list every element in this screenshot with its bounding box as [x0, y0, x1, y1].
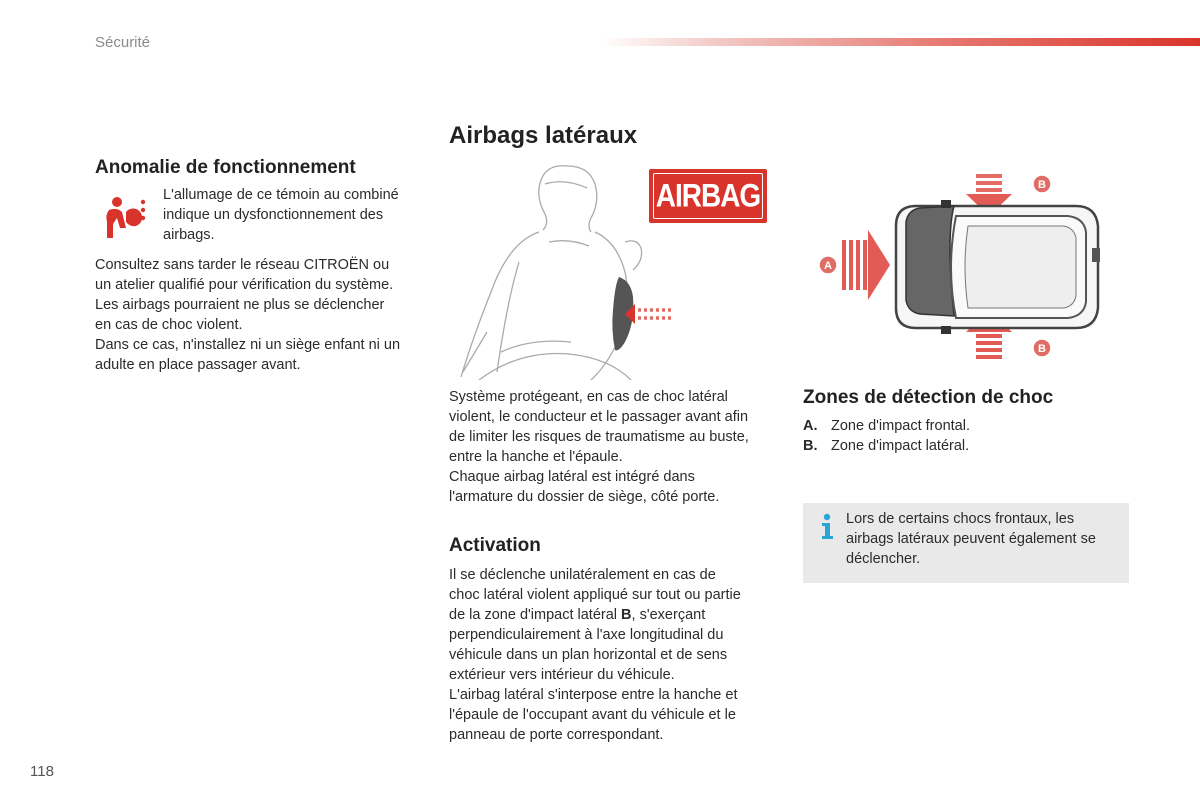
- anomalie-title: Anomalie de fonctionnement: [95, 157, 356, 178]
- airbags-intro-line: entre la hanche et l'épaule.: [449, 449, 623, 465]
- airbags-intro-line: Système protégeant, en cas de choc latéral: [449, 389, 728, 405]
- airbags-intro-line: de limiter les risques de traumatisme au buste,: [449, 429, 749, 445]
- activation-line: extérieur vers intérieur du véhicule.: [449, 667, 675, 683]
- section-label: Sécurité: [95, 34, 151, 51]
- airbags-intro-line: l'armature du dossier de siège, côté porte.: [449, 489, 720, 505]
- activation-zone-letter: B: [621, 607, 632, 623]
- anomalie-indicator-text: L'allumage de ce témoin au combiné indique un dysfonctionnement des airbags.: [163, 187, 399, 243]
- activation-line: Il se déclenche unilatéralement en cas de: [449, 567, 716, 583]
- list-item-letter: A.: [803, 418, 818, 434]
- airbags-title: Airbags latéraux: [449, 122, 638, 149]
- anomalie-line: Les airbags pourraient ne plus se déclencher: [95, 297, 385, 313]
- anomalie-line: Dans ce cas, n'installez ni un siège enfant ni un: [95, 337, 401, 353]
- diagram-label-b-bottom: B: [1038, 343, 1046, 355]
- info-note-text: Lors de certains chocs frontaux, les airbags latéraux peuvent également se déclencher.: [846, 511, 1096, 567]
- anomalie-line: adulte en place passager avant.: [95, 357, 301, 373]
- zones-list: [803, 416, 1123, 456]
- activation-line: véhicule dans un plan horizontal et de sens: [449, 647, 728, 663]
- info-note: [803, 503, 1129, 583]
- info-icon: [817, 511, 837, 541]
- activation-line: l'épaule de l'occupant avant du véhicule et le: [449, 707, 736, 723]
- anomalie-paragraph: [95, 255, 425, 375]
- anomalie-line: Consultez sans tarder le réseau CITROËN ou: [95, 257, 390, 273]
- diagram-label-b-top: B: [1038, 179, 1046, 191]
- activation-line: panneau de porte correspondant.: [449, 727, 664, 743]
- activation-line: de la zone d'impact latéral B, s'exerçant: [449, 607, 706, 623]
- activation-title: Activation: [449, 535, 541, 556]
- activation-line: L'airbag latéral s'interpose entre la hanche et: [449, 687, 738, 703]
- airbag-warning-icon: [100, 194, 148, 242]
- list-item-letter: B.: [803, 438, 818, 454]
- list-item: [803, 416, 1123, 436]
- airbag-badge-label: AIRBAG: [655, 177, 761, 214]
- activation-line: perpendiculairement à l'axe longitudinal du: [449, 627, 724, 643]
- seat-airbag-illustration: [449, 162, 674, 380]
- activation-paragraph: [449, 565, 789, 745]
- airbags-intro-line: violent, le conducteur et le passager avant afin: [449, 409, 749, 425]
- airbags-intro-line: Chaque airbag latéral est intégré dans: [449, 469, 695, 485]
- list-item: [803, 436, 1123, 456]
- page-number: 118: [30, 763, 54, 780]
- anomalie-line: en cas de choc violent.: [95, 317, 243, 333]
- airbag-badge: [649, 169, 767, 223]
- header-accent-bar: [600, 38, 1200, 46]
- activation-line: choc latéral violent appliqué sur tout ou partie: [449, 587, 741, 603]
- anomalie-line: un atelier qualifié pour vérification du système.: [95, 277, 394, 293]
- impact-zones-diagram: [806, 160, 1106, 372]
- airbags-intro: [449, 387, 789, 507]
- list-item-text: Zone d'impact latéral.: [831, 438, 970, 454]
- zones-title: Zones de détection de choc: [803, 387, 1054, 408]
- diagram-label-a: A: [824, 260, 832, 272]
- list-item-text: Zone d'impact frontal.: [831, 418, 970, 434]
